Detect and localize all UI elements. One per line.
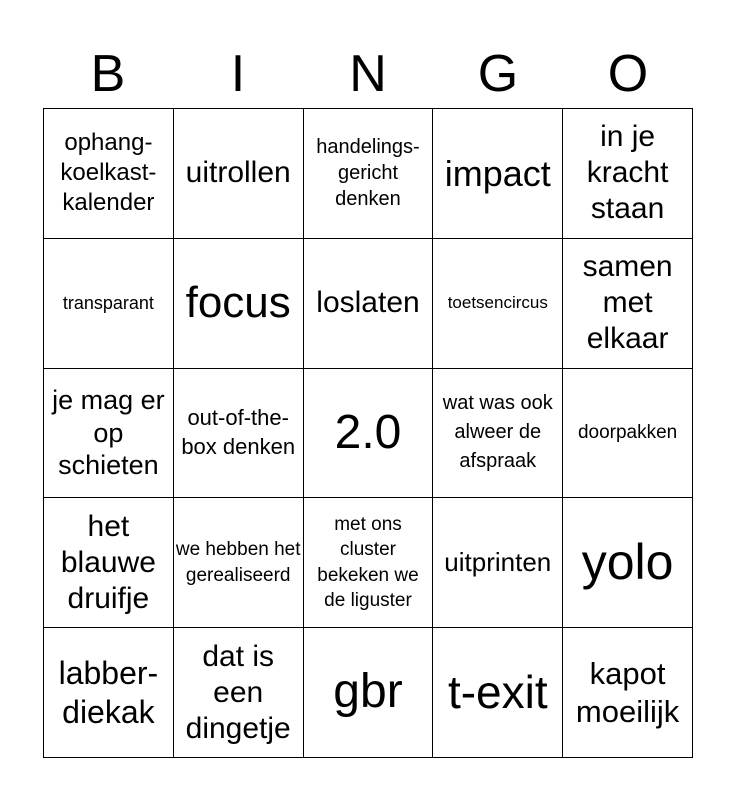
bingo-cell[interactable] bbox=[304, 369, 434, 499]
header-letter-b: B bbox=[90, 45, 126, 103]
header-letter-o: O bbox=[607, 45, 649, 103]
bingo-cell[interactable] bbox=[44, 498, 174, 628]
cell-text: doorpakken bbox=[577, 422, 678, 444]
cell-text: transparant bbox=[62, 293, 154, 314]
cell-text: toetsencircus bbox=[447, 292, 548, 312]
cell-text: impact bbox=[444, 152, 551, 194]
cell-text: t-exit bbox=[447, 666, 548, 719]
cell-text: je mag er op schieten bbox=[52, 385, 165, 481]
cell-text: uitprinten bbox=[444, 547, 552, 578]
bingo-cell[interactable] bbox=[44, 109, 174, 239]
bingo-cell[interactable] bbox=[44, 239, 174, 369]
bingo-cell[interactable] bbox=[433, 369, 563, 499]
bingo-header bbox=[43, 40, 693, 108]
bingo-cell[interactable] bbox=[563, 498, 693, 628]
bingo-cell[interactable] bbox=[304, 239, 434, 369]
header-letter-i: I bbox=[230, 45, 246, 103]
cell-text: we hebben het gerealiseerd bbox=[175, 539, 301, 586]
cell-text: uitrollen bbox=[185, 156, 291, 190]
cell-text: out-of-the-box denken bbox=[181, 405, 296, 459]
bingo-cell[interactable] bbox=[563, 109, 693, 239]
bingo-cell[interactable] bbox=[174, 239, 304, 369]
cell-text: het blauwe druifje bbox=[60, 509, 156, 615]
bingo-cell[interactable] bbox=[174, 498, 304, 628]
cell-text: dat is een dingetje bbox=[185, 639, 291, 745]
cell-text: focus bbox=[185, 278, 291, 327]
bingo-board bbox=[43, 108, 693, 758]
bingo-cell[interactable] bbox=[44, 628, 174, 758]
header-letter-n: N bbox=[349, 45, 387, 103]
bingo-cell[interactable] bbox=[563, 369, 693, 499]
bingo-cell[interactable] bbox=[563, 239, 693, 369]
cell-text: samen met elkaar bbox=[582, 250, 673, 356]
cell-text: 2.0 bbox=[334, 405, 402, 459]
bingo-cell[interactable] bbox=[304, 109, 434, 239]
header-letter-g: G bbox=[477, 45, 519, 103]
cell-text: ophang-koelkast-kalender bbox=[60, 129, 157, 217]
cell-text: wat was ook alweer de afspraak bbox=[442, 392, 553, 473]
bingo-cell[interactable] bbox=[174, 109, 304, 239]
cell-text: handelings-gericht denken bbox=[316, 136, 420, 211]
bingo-cell[interactable] bbox=[304, 498, 434, 628]
bingo-cell[interactable] bbox=[174, 369, 304, 499]
cell-text: loslaten bbox=[316, 286, 420, 320]
bingo-cell[interactable] bbox=[433, 498, 563, 628]
cell-text: in je kracht staan bbox=[586, 120, 669, 226]
bingo-cell[interactable] bbox=[563, 628, 693, 758]
bingo-cell[interactable] bbox=[304, 628, 434, 758]
bingo-cell[interactable] bbox=[433, 239, 563, 369]
cell-text: labber-diekak bbox=[58, 655, 159, 730]
bingo-cell[interactable] bbox=[44, 369, 174, 499]
cell-text: gbr bbox=[333, 665, 403, 719]
bingo-cell[interactable] bbox=[174, 628, 304, 758]
bingo-cell[interactable] bbox=[433, 628, 563, 758]
cell-text: kapot moeilijk bbox=[575, 656, 680, 729]
bingo-cell[interactable] bbox=[433, 109, 563, 239]
cell-text: yolo bbox=[581, 534, 674, 591]
cell-text: met ons cluster bekeken we de liguster bbox=[317, 513, 419, 612]
